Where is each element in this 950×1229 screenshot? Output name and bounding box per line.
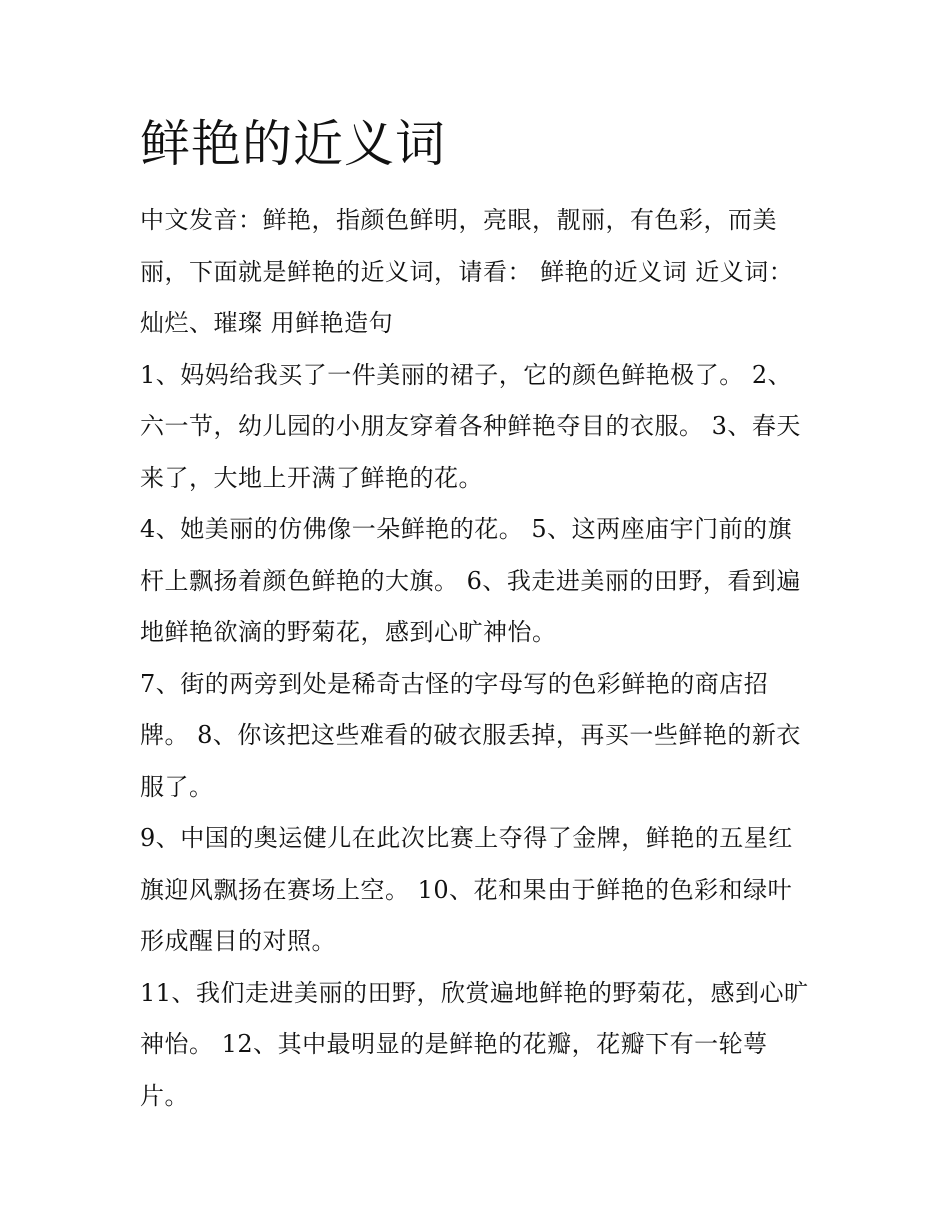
paragraph-examples-7-8: [140, 659, 810, 814]
text-line: 7、街的两旁到处是稀奇古怪的字母写的色彩鲜艳的商店招: [140, 669, 769, 698]
text-line: 9、中国的奥运健儿在此次比赛上夺得了金牌，鲜艳的五星红: [140, 824, 793, 852]
text-line: 旗迎风飘扬在赛场上空。 10、花和果由于鲜艳的色彩和绿叶: [140, 875, 793, 904]
text-line: 牌。 8、你该把这些难看的破衣服丢掉，再买一些鲜艳的新衣: [140, 721, 801, 749]
text-line: 片。: [140, 1081, 189, 1110]
paragraph-definition: [140, 195, 810, 350]
paragraph-examples-9-10: [140, 813, 810, 968]
page-title: 鲜艳的近义词: [140, 115, 446, 173]
text-line: 1、妈妈给我买了一件美丽的裙子，它的颜色鲜艳极了。 2、: [140, 360, 793, 389]
paragraph-examples-11-12: [140, 968, 810, 1123]
paragraph-examples-1-3: [140, 350, 810, 505]
document-body: [140, 195, 810, 1122]
text-line: 形成醒目的对照。: [140, 927, 336, 955]
text-line: 11、我们走进美丽的田野，欣赏遍地鲜艳的野菊花，感到心旷: [140, 978, 809, 1007]
text-line: 服了。: [140, 772, 214, 801]
text-line: 六一节，幼儿园的小朋友穿着各种鲜艳夺目的衣服。 3、春天: [140, 412, 801, 440]
text-line: 来了，大地上开满了鲜艳的花。: [140, 463, 483, 492]
text-line: 4、她美丽的仿佛像一朵鲜艳的花。 5、这两座庙宇门前的旗: [140, 515, 793, 543]
text-line: 地鲜艳欲滴的野菊花，感到心旷神怡。: [140, 618, 557, 646]
text-line: 中文发音：鲜艳，指颜色鲜明，亮眼，靓丽，有色彩，而美: [140, 206, 777, 234]
text-line: 杆上飘扬着颜色鲜艳的大旗。 6、我走进美丽的田野，看到遍: [140, 566, 801, 595]
text-line: 灿烂、璀璨 用鲜艳造句: [140, 309, 394, 337]
text-line: 神怡。 12、其中最明显的是鲜艳的花瓣，花瓣下有一轮萼: [140, 1030, 768, 1058]
text-line: 丽，下面就是鲜艳的近义词，请看： 鲜艳的近义词 近义词：: [140, 257, 794, 286]
paragraph-examples-4-6: [140, 504, 810, 659]
